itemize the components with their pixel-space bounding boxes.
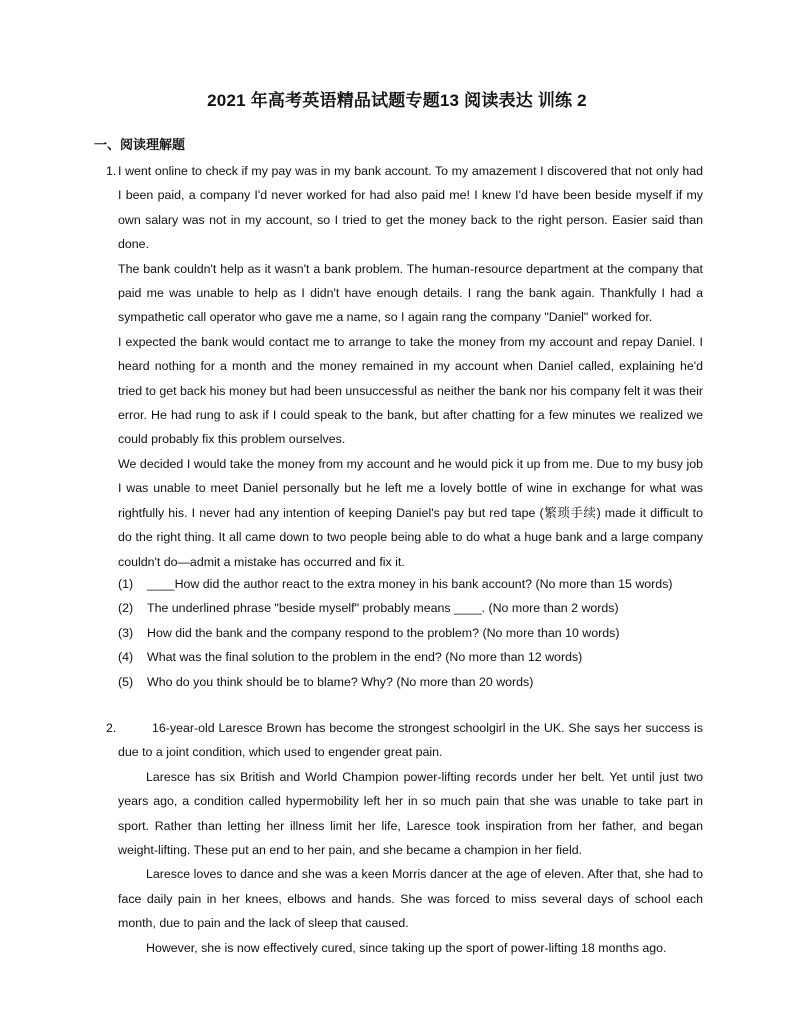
question-1-subquestions <box>118 572 703 694</box>
subquestion-row <box>118 596 703 620</box>
subquestion-row <box>118 670 703 694</box>
subquestion-text: ____How did the author react to the extra money in his bank account? (No more than 15 words) <box>147 577 673 591</box>
subquestion-row <box>118 572 703 596</box>
passage-paragraph: We decided I would take the money from my account and he would pick it up from me. Due to my busy job I was unable to meet Daniel personally but he left me a lovely bottle of wine in exchange for what was rightfully his. I never had any intention of keeping Daniel's pay but red tape (繁琐手续) made it difficult to do the right thing. It all came down to two people being able to do what a huge bank and a large company couldn't do—admit a mistake has occurred and fix it. <box>118 456 703 569</box>
subquestion-number: (1) <box>118 577 134 591</box>
passage-paragraph: Laresce loves to dance and she was a keen Morris dancer at the age of eleven. After that, she had to face daily pain in her knees, elbows and hands. She was forced to miss several days of school each month, due to pain and the lack of sleep that caused. <box>118 867 703 931</box>
passage-paragraph: I went online to check if my pay was in my bank account. To my amazement I discovered that not only had I been paid, a company I'd never worked for had also paid me! I knew I'd have been beside myself if my own salary was not in my account, so I tried to get the money back to the right person. Easier said than done. <box>118 164 703 252</box>
subquestion-row <box>118 621 703 645</box>
subquestion-number: (5) <box>118 674 134 689</box>
subquestion-number: (4) <box>118 650 134 665</box>
passage-paragraph: 16-year-old Laresce Brown has become the strongest schoolgirl in the UK. She says her success is due to a joint condition, which used to engender great pain. <box>118 721 703 760</box>
document-title: 2021 年高考英语精品试题专题13 阅读表达 训练 2 <box>207 91 587 110</box>
subquestion-text: Who do you think should be to blame? Why? (No more than 20 words) <box>147 674 534 689</box>
subquestion-row <box>118 645 703 669</box>
question-2-number: 2. <box>106 721 117 735</box>
passage-paragraph: However, she is now effectively cured, since taking up the sport of power-lifting 18 months ago. <box>146 940 667 955</box>
subquestion-text: What was the final solution to the problem in the end? (No more than 12 words) <box>147 650 583 665</box>
subquestion-text: The underlined phrase "beside myself" probably means ____. (No more than 2 words) <box>147 601 619 616</box>
passage-paragraph: I expected the bank would contact me to arrange to take the money from my account and repay Daniel. I heard nothing for a month and the money remained in my account when Daniel called, explaining he'd tried to get back his money but had been unsuccessful as neither the bank nor his company felt it was their error. He had rung to ask if I could speak to the bank, but after chatting for a few minutes we realized we could probably fix this problem ourselves. <box>118 334 703 447</box>
subquestion-number: (2) <box>118 601 134 616</box>
subquestion-text: How did the bank and the company respond to the problem? (No more than 10 words) <box>147 625 620 640</box>
passage-paragraph: The bank couldn't help as it wasn't a bank problem. The human-resource department at the company that paid me was unable to help as I didn't have enough details. I rang the bank again. Thankfully I had a sympathetic call operator who gave me a name, so I again rang the company "Daniel" worked for. <box>118 261 703 325</box>
passage-paragraph: Laresce has six British and World Champion power-lifting records under her belt. Yet until just two years ago, a condition called hypermobility left her in so much pain that she was unable to take part in sport. Rather than letting her illness limit her life, Laresce took inspiration from her father, and began weight-lifting. These put an end to her pain, and she became a champion in her field. <box>118 769 703 858</box>
subquestion-number: (3) <box>118 625 134 640</box>
section-heading: 一、阅读理解题 <box>94 137 186 152</box>
question-2-passage <box>118 716 703 960</box>
question-1-passage <box>118 159 703 574</box>
question-1-number: 1. <box>106 164 117 178</box>
